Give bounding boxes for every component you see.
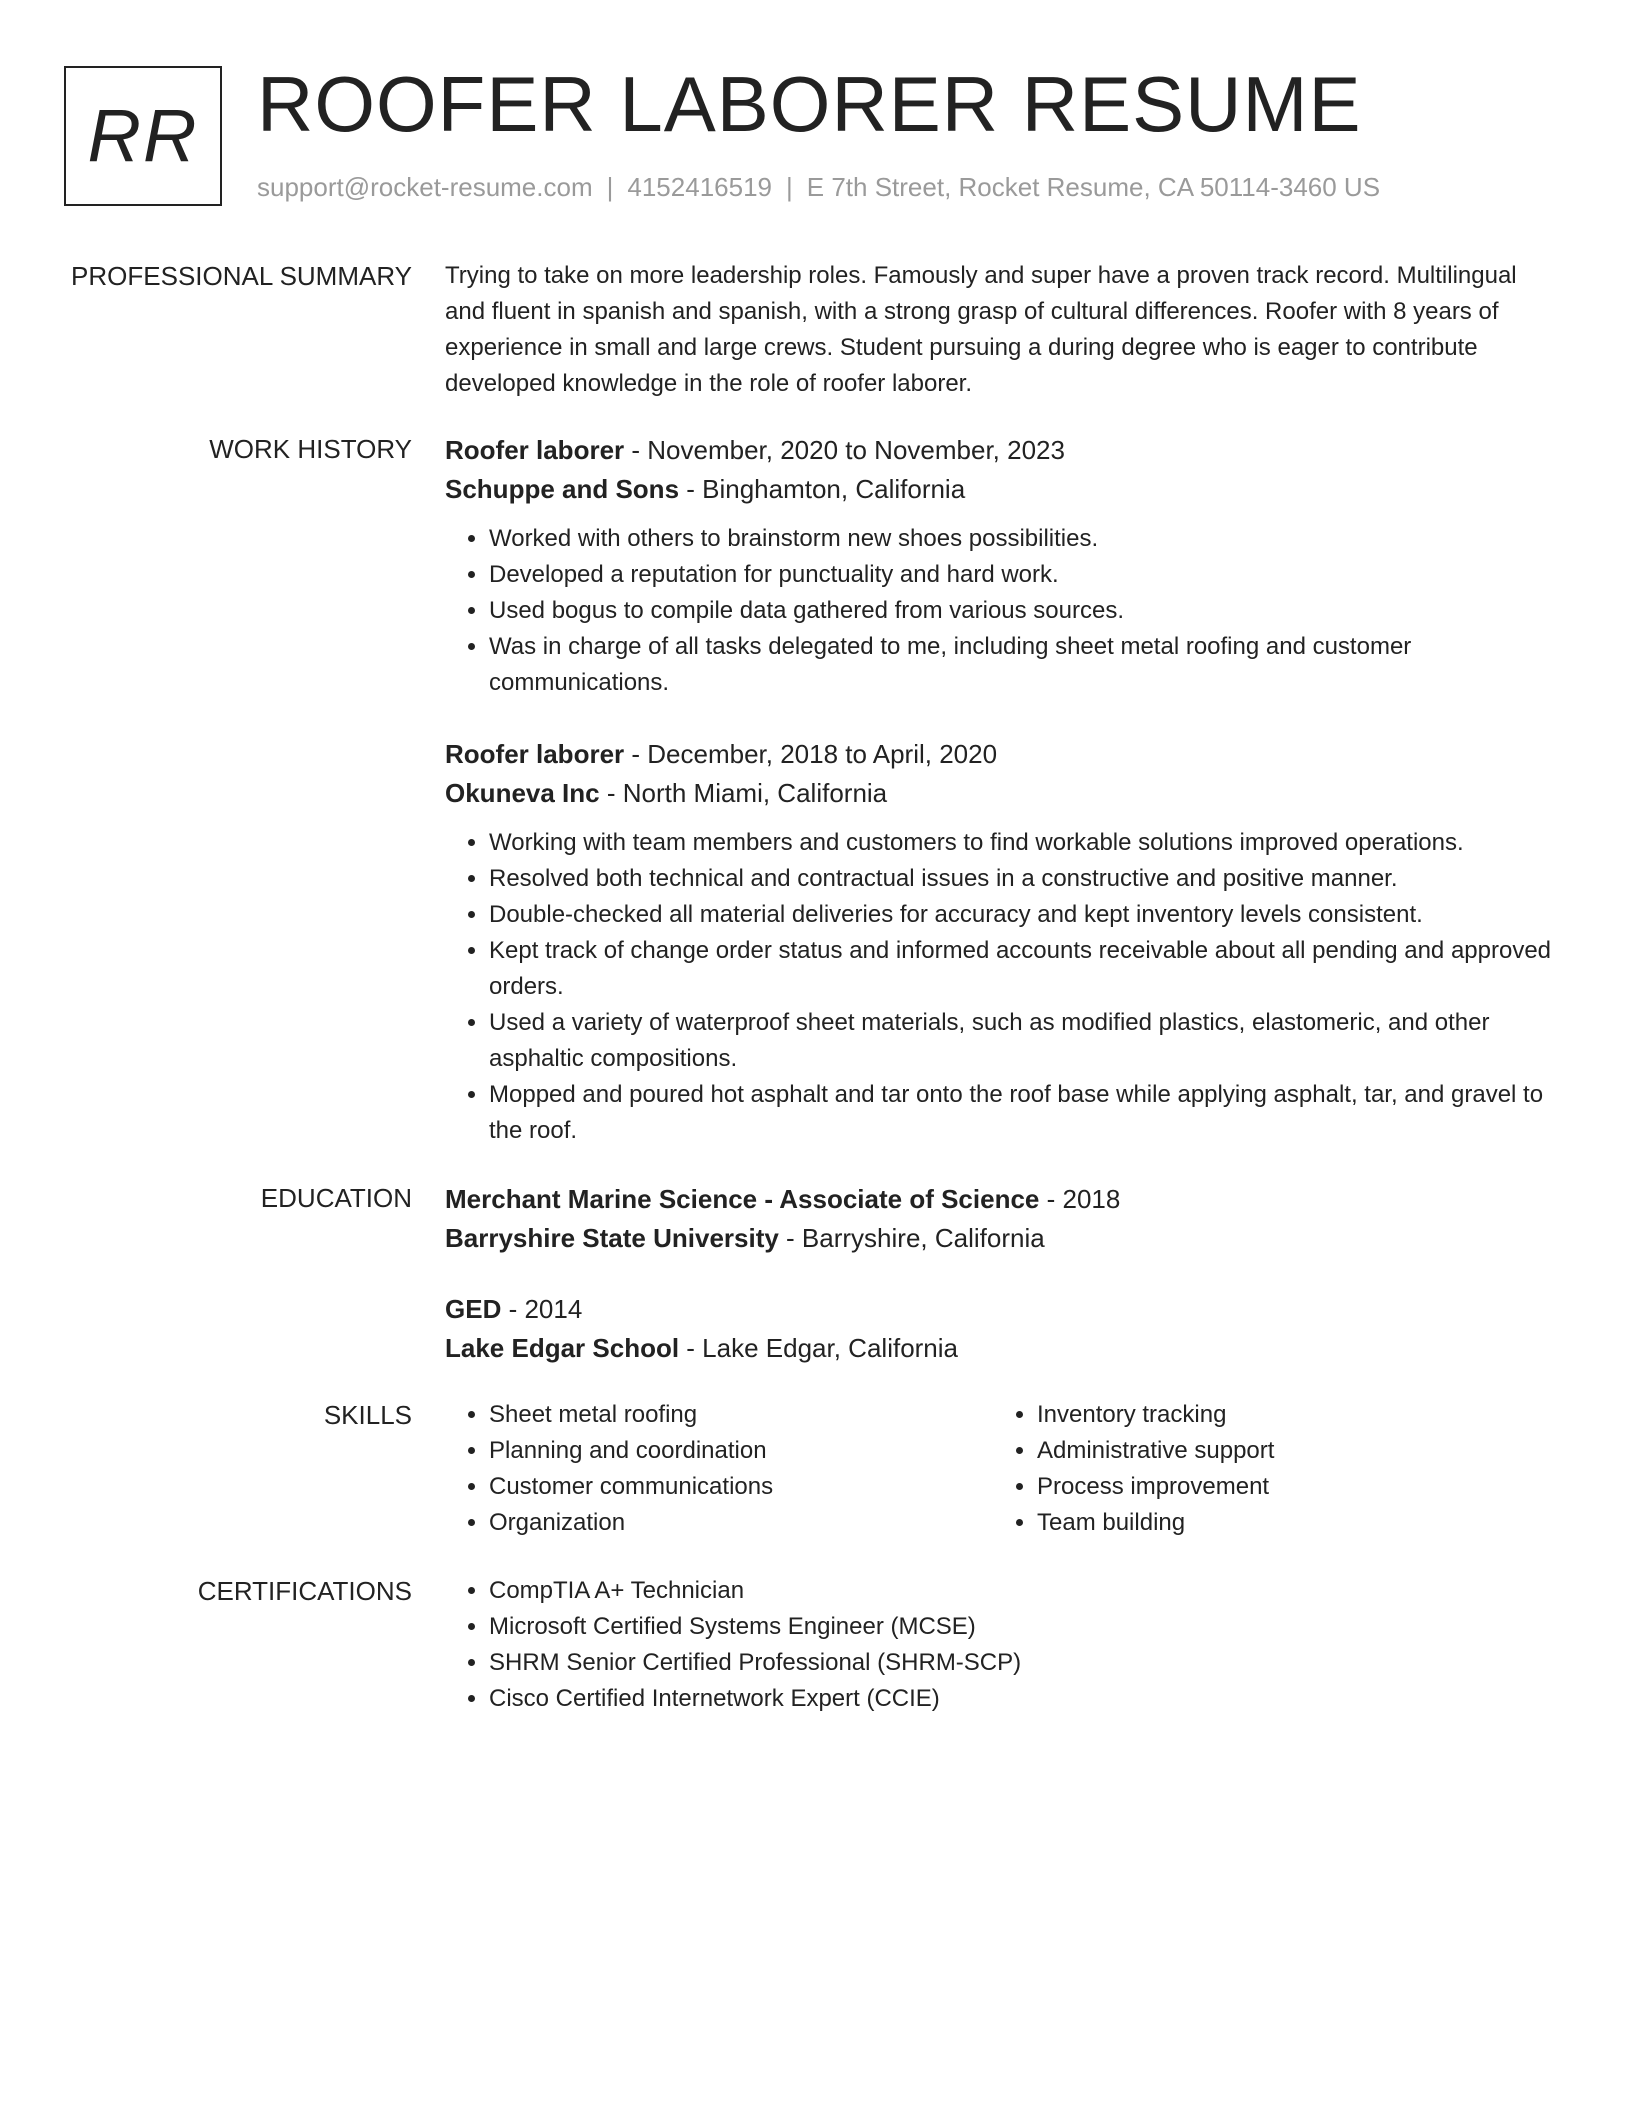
school-line	[445, 1219, 1560, 1258]
skills-column-left	[445, 1397, 993, 1541]
education-entry	[445, 1180, 1560, 1258]
degree: Merchant Marine Science - Associate of Science	[445, 1184, 1040, 1214]
skills-heading: SKILLS	[323, 1400, 412, 1430]
certifications-body	[445, 1573, 1560, 1717]
skills-grid	[445, 1397, 1560, 1541]
job-entry	[445, 735, 1560, 1149]
resume-title: ROOFER LABORER RESUME	[257, 60, 1362, 148]
degree-year: - 2014	[501, 1294, 583, 1324]
job-bullet: • Mopped and poured hot asphalt and tar onto the roof base while applying asphalt, tar, and gravel to the roof.	[489, 1077, 1560, 1149]
monogram-initials: RR	[87, 94, 199, 177]
certification-item: • Cisco Certified Internetwork Expert (CCIE)	[489, 1681, 1560, 1717]
job-bullet: • Used bogus to compile data gathered from various sources.	[489, 593, 1560, 629]
certification-item: • Microsoft Certified Systems Engineer (MCSE)	[489, 1609, 1560, 1645]
job-title: Roofer laborer	[445, 435, 625, 465]
monogram-logo	[64, 66, 222, 206]
job-company: Okuneva Inc	[445, 778, 600, 808]
job-dates: - November, 2020 to November, 2023	[624, 435, 1065, 465]
summary-heading: PROFESSIONAL SUMMARY	[71, 261, 412, 291]
degree: GED	[445, 1294, 502, 1324]
education-entry	[445, 1290, 1560, 1368]
skill-item: • Process improvement	[1037, 1469, 1541, 1505]
summary-text: Trying to take on more leadership roles. Famously and super have a proven track record. Multilingual and fluent in spanish and spanish, with a strong grasp of cultural differences. Roofer with 8 years of experience in small and large crews. Student pursuing a during degree who is eager to contribute developed knowledge in the role of roofer laborer.	[445, 262, 1517, 397]
contact-email[interactable]: support@rocket-resume.com	[257, 172, 593, 202]
skills-column-right	[993, 1397, 1541, 1541]
contact-separator: |	[606, 172, 614, 202]
skill-item: • Planning and coordination	[489, 1433, 993, 1469]
job-bullet: • Worked with others to brainstorm new shoes possibilities.	[489, 521, 1560, 557]
skill-item: • Customer communications	[489, 1469, 993, 1505]
certifications-heading: CERTIFICATIONS	[197, 1576, 412, 1606]
degree-line	[445, 1180, 1560, 1219]
school-line	[445, 1329, 1560, 1368]
contact-separator: |	[786, 172, 793, 202]
degree-line	[445, 1290, 1560, 1329]
job-entry	[445, 431, 1560, 701]
degree-year: - 2018	[1039, 1184, 1121, 1214]
job-title-line	[445, 431, 1560, 470]
work-history-heading: WORK HISTORY	[209, 434, 412, 464]
job-bullet: • Kept track of change order status and informed accounts receivable about all pending and approved orders.	[489, 933, 1560, 1005]
skill-item: • Team building	[1037, 1505, 1541, 1541]
contact-phone[interactable]: 4152416519	[627, 172, 772, 202]
certification-item: • CompTIA A+ Technician	[489, 1573, 1560, 1609]
job-bullets	[445, 521, 1560, 701]
school-location: - Barryshire, California	[778, 1223, 1045, 1253]
work-history-body	[445, 431, 1560, 1183]
job-bullets	[445, 825, 1560, 1149]
job-bullet: • Used a variety of waterproof sheet materials, such as modified plastics, elastomeric, and other asphaltic compositions.	[489, 1005, 1560, 1077]
job-company: Schuppe and Sons	[445, 474, 680, 504]
school: Lake Edgar School	[445, 1333, 680, 1363]
job-location: - Binghamton, California	[679, 474, 966, 504]
school: Barryshire State University	[445, 1223, 779, 1253]
education-heading: EDUCATION	[260, 1183, 412, 1213]
skill-item: • Inventory tracking	[1037, 1397, 1541, 1433]
skill-item: • Sheet metal roofing	[489, 1397, 993, 1433]
school-location: - Lake Edgar, California	[679, 1333, 959, 1363]
job-bullet: • Resolved both technical and contractual issues in a constructive and positive manner.	[489, 861, 1560, 897]
contact-line	[257, 172, 1380, 203]
job-company-line	[445, 470, 1560, 509]
job-dates: - December, 2018 to April, 2020	[624, 739, 998, 769]
skills-body	[445, 1397, 1560, 1541]
job-company-line	[445, 774, 1560, 813]
job-bullet: • Developed a reputation for punctuality and hard work.	[489, 557, 1560, 593]
job-location: - North Miami, California	[599, 778, 888, 808]
certification-item: • SHRM Senior Certified Professional (SHRM-SCP)	[489, 1645, 1560, 1681]
education-body	[445, 1180, 1560, 1400]
skill-item: • Administrative support	[1037, 1433, 1541, 1469]
job-bullet: • Was in charge of all tasks delegated to me, including sheet metal roofing and customer communications.	[489, 629, 1560, 701]
contact-address: E 7th Street, Rocket Resume, CA 50114-3460 US	[806, 172, 1381, 202]
skill-item: • Organization	[489, 1505, 993, 1541]
job-bullet: • Double-checked all material deliveries for accuracy and kept inventory levels consistent.	[489, 897, 1560, 933]
summary-body	[445, 258, 1560, 402]
job-title-line	[445, 735, 1560, 774]
job-title: Roofer laborer	[445, 739, 625, 769]
job-bullet: • Working with team members and customers to find workable solutions improved operations.	[489, 825, 1560, 861]
